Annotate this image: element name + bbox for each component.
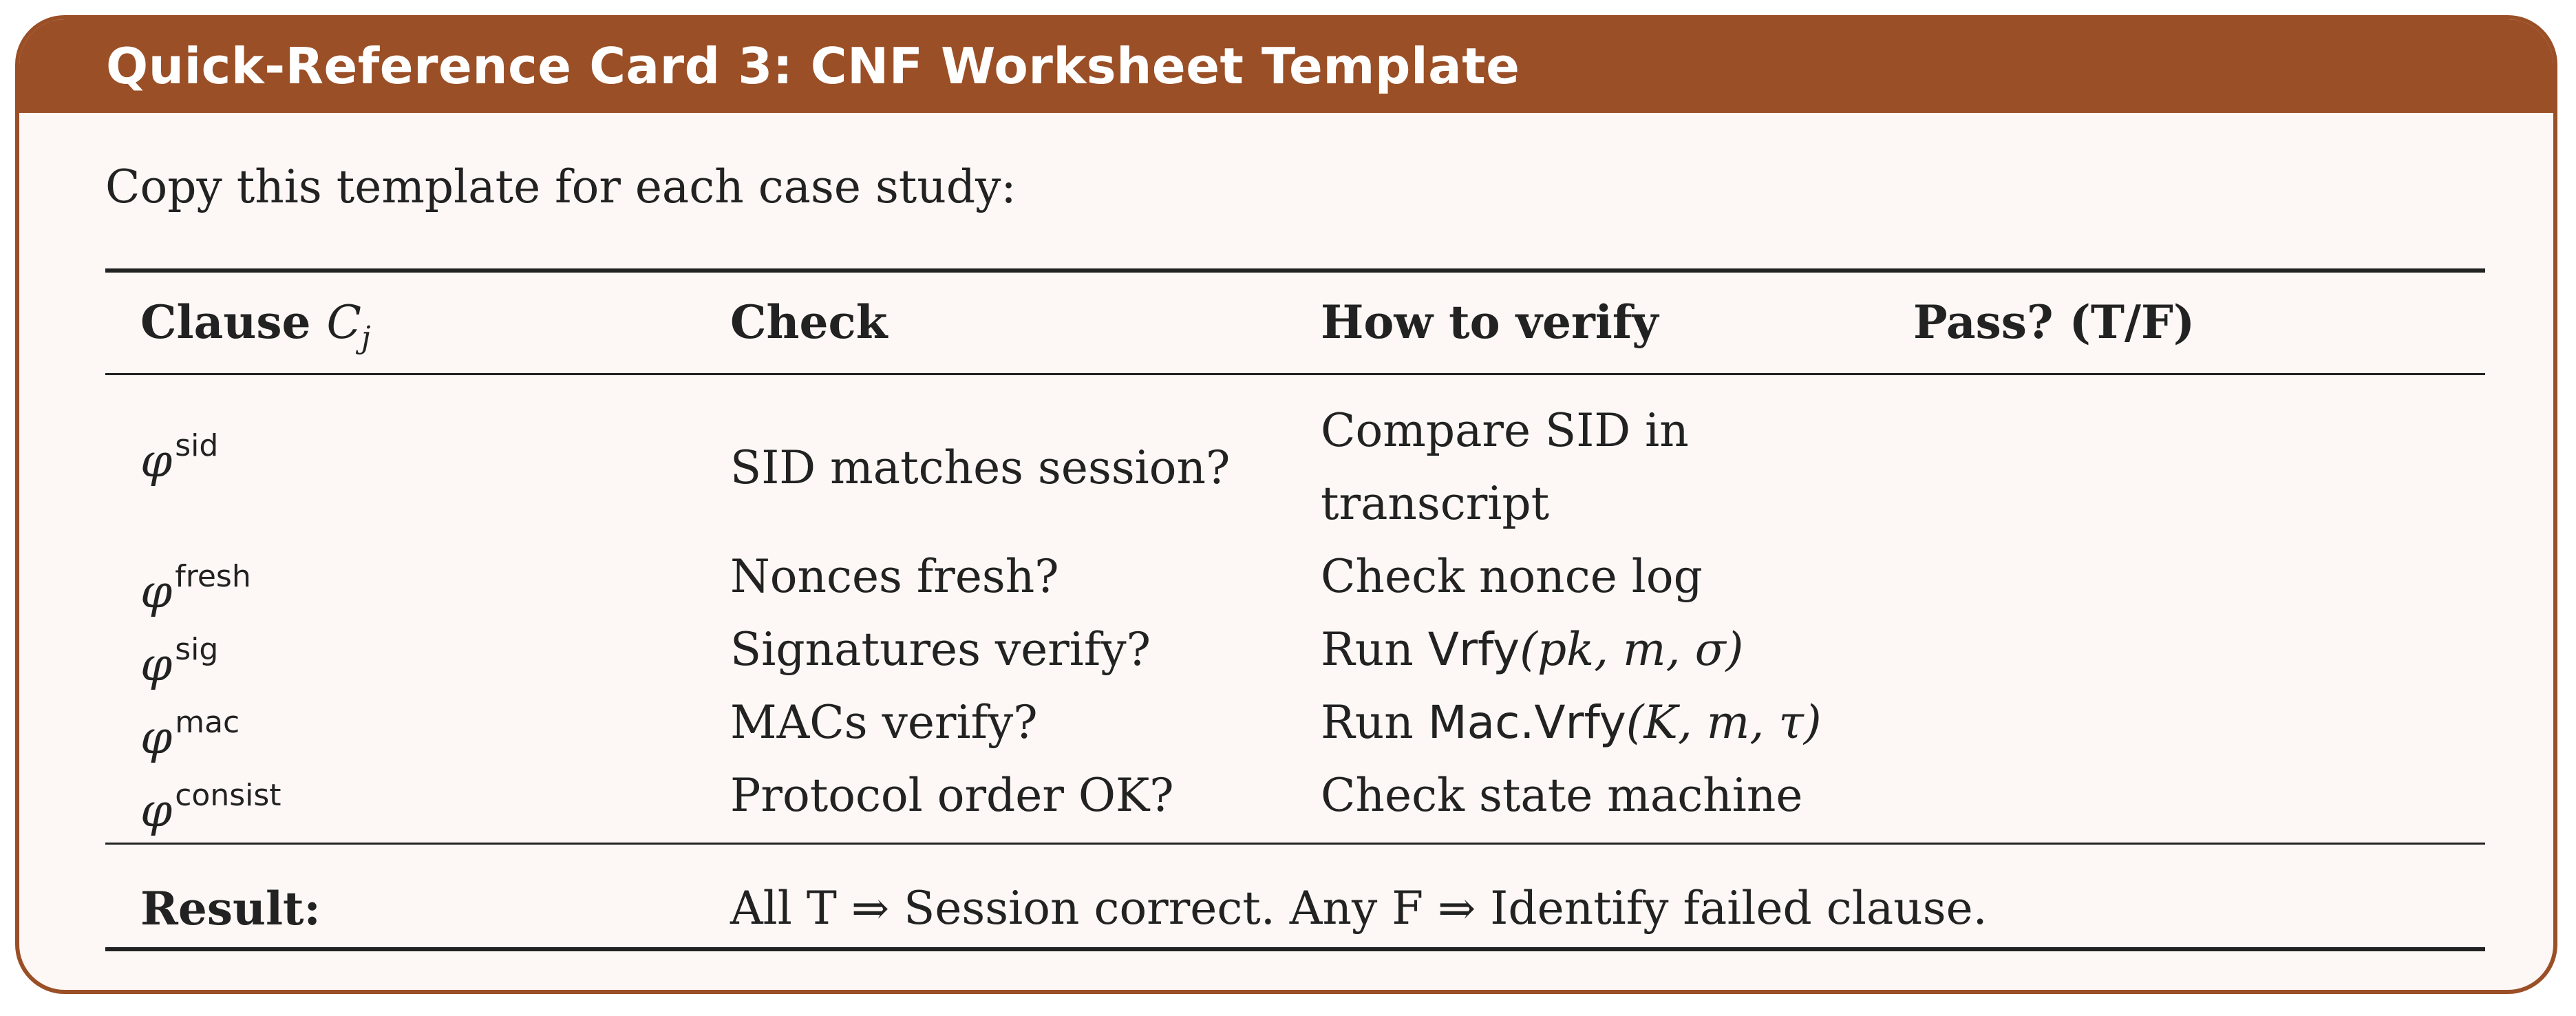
- table-top-rule: [105, 268, 2485, 273]
- check-consist: Protocol order OK?: [730, 769, 1174, 822]
- card-title: Quick-Reference Card 3: CNF Worksheet Template: [19, 19, 2553, 113]
- header-clause: Clause $C_j$: [140, 295, 371, 356]
- clause-symbol: $C_j$: [326, 296, 371, 356]
- header-rule: [105, 373, 2485, 375]
- table-bottom-rule: [105, 947, 2485, 951]
- how-sig: Run Vrfy(pk, m, σ): [1321, 623, 1744, 676]
- quick-reference-card: [15, 15, 2557, 994]
- intro-text: Copy this template for each case study:: [105, 160, 1016, 213]
- clause-mac: $\varphi^{mac}$: [140, 705, 240, 764]
- clause-sid: $\varphi^{sid}$: [140, 428, 219, 487]
- result-label: Result:: [140, 882, 321, 935]
- result-rule: [105, 843, 2485, 845]
- clause-fresh: $\varphi^{fresh}$: [140, 559, 251, 618]
- header-pass: Pass? (T/F): [1913, 295, 2195, 349]
- clause-sig: $\varphi^{sig}$: [140, 632, 219, 691]
- how-sid-line1: Compare SID in: [1321, 404, 1689, 457]
- how-fresh: Check nonce log: [1321, 550, 1703, 603]
- clause-consist: $\varphi^{consist}$: [140, 778, 281, 837]
- check-fresh: Nonces fresh?: [730, 550, 1059, 603]
- how-mac: Run Mac.Vrfy(K, m, τ): [1321, 696, 1822, 749]
- header-check: Check: [730, 295, 888, 349]
- check-mac: MACs verify?: [730, 696, 1038, 749]
- check-sid: SID matches session?: [730, 441, 1231, 494]
- how-consist: Check state machine: [1321, 769, 1803, 822]
- how-sid-line2: transcript: [1321, 477, 1550, 530]
- header-how-to-verify: How to verify: [1321, 295, 1659, 349]
- result-text: All T ⇒ Session correct. Any F ⇒ Identify failed clause.: [730, 882, 1988, 935]
- check-sig: Signatures verify?: [730, 623, 1151, 676]
